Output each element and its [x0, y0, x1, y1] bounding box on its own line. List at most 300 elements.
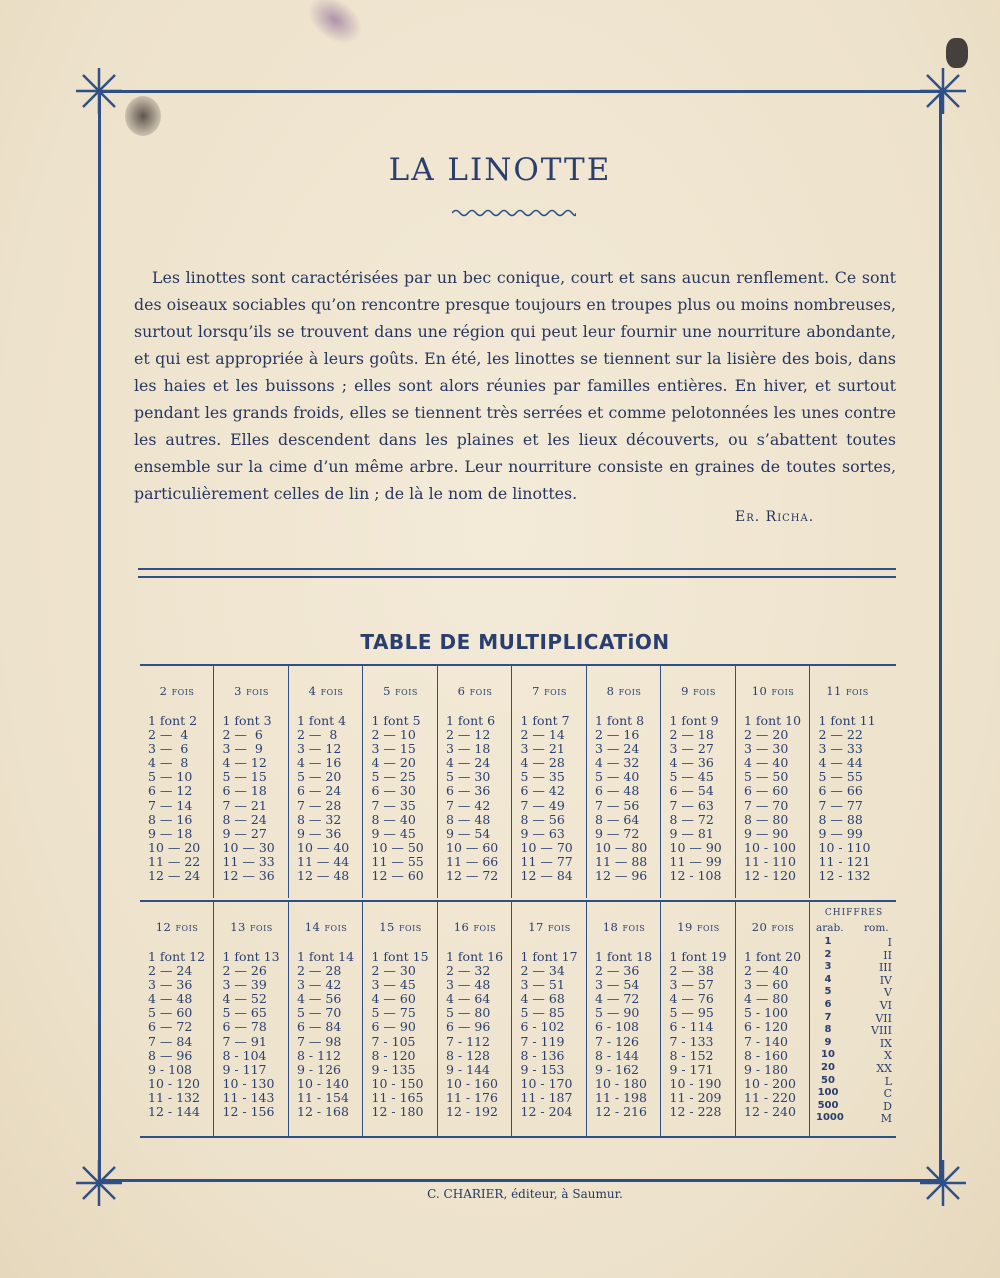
- table-row: 6 — 30: [371, 783, 416, 799]
- table-row: 6 - 108: [595, 1019, 639, 1035]
- table-row: 12 - 216: [595, 1104, 647, 1120]
- arab-value: 20: [821, 1062, 835, 1073]
- column-rows: [372, 950, 436, 1119]
- table-title: TABLE DE MULTIPLICATiON: [360, 630, 670, 654]
- table-row: 8 — 48: [446, 811, 491, 827]
- column-header: 2 fois: [159, 684, 195, 698]
- table-row: 12 - 180: [371, 1104, 424, 1120]
- table-row: 8 - 144: [595, 1047, 639, 1063]
- column-header: 19 fois: [677, 920, 720, 934]
- table-row: 1 font 5: [371, 713, 421, 728]
- table-row: 8 — 64: [595, 811, 640, 827]
- table-row: 5 — 55: [818, 769, 863, 785]
- column-rows: [148, 714, 212, 883]
- table-row: 5 — 40: [595, 769, 640, 785]
- table-row: 1 font 20: [744, 949, 802, 964]
- column-rows: [223, 714, 287, 883]
- table-row: 8 — 32: [297, 811, 342, 827]
- corner-ornament-icon: [74, 66, 124, 116]
- table-row: 2 — 20: [744, 727, 789, 743]
- column-header: 13 fois: [230, 920, 273, 934]
- table-row: 10 - 160: [446, 1075, 498, 1091]
- table-row: 1 font 18: [595, 949, 653, 964]
- table-row: 2 — 8: [297, 727, 338, 743]
- table-row: 2 — 14: [520, 727, 565, 743]
- table-row: 2 — 26: [222, 963, 267, 979]
- column-rows: [670, 950, 734, 1119]
- table-row: 11 - 198: [595, 1089, 647, 1105]
- table-row: 6 — 66: [818, 783, 863, 799]
- table-row: 12 — 36: [222, 868, 275, 884]
- table-row: 9 — 27: [222, 825, 267, 841]
- table-row: 3 — 9: [222, 741, 263, 757]
- table-column: [513, 666, 587, 898]
- roman-value: XX: [876, 1062, 892, 1075]
- table-row: 1 font 13: [222, 949, 280, 964]
- table-row: 8 - 160: [744, 1047, 788, 1063]
- table-row: 12 — 84: [520, 868, 573, 884]
- column-header: 9 fois: [681, 684, 716, 698]
- table-row: 1 font 15: [371, 949, 429, 964]
- table-row: 12 — 48: [297, 868, 350, 884]
- table-column: [289, 666, 363, 898]
- roman-value: M: [880, 1112, 892, 1126]
- arab-value: 100: [817, 1087, 839, 1099]
- table-row: 5 — 35: [520, 769, 565, 785]
- table-row: 8 — 40: [371, 811, 416, 827]
- arab-value: 10: [821, 1049, 835, 1061]
- table-row: 7 — 91: [222, 1033, 267, 1049]
- arab-value: 500: [817, 1099, 839, 1111]
- table-row: 9 — 99: [818, 825, 863, 841]
- table-row: 10 — 40: [297, 839, 350, 855]
- table-row: 3 — 57: [669, 977, 714, 993]
- roman-value: C: [883, 1087, 892, 1101]
- roman-row: [812, 1075, 896, 1088]
- title-ornament-icon: [452, 208, 576, 218]
- table-row: 5 — 65: [222, 1005, 267, 1021]
- table-row: 10 - 150: [371, 1075, 424, 1091]
- roman-row: [812, 1100, 896, 1113]
- table-row: 2 — 4: [148, 727, 189, 743]
- roman-value: VI: [879, 999, 892, 1012]
- table-column: [811, 666, 885, 898]
- table-row: 3 — 12: [297, 741, 342, 757]
- table-row: 4 — 20: [371, 755, 416, 771]
- table-row: 4 — 64: [446, 991, 491, 1007]
- arab-label: arab.: [816, 922, 844, 934]
- table-row: 9 - 171: [669, 1061, 714, 1077]
- table-row: 3 — 36: [148, 977, 193, 993]
- table-row: 9 - 108: [148, 1061, 192, 1077]
- table-row: 7 - 105: [371, 1033, 416, 1049]
- table-row: 4 — 48: [148, 991, 193, 1007]
- column-header: 20 fois: [751, 920, 795, 934]
- table-row: 9 — 54: [446, 825, 491, 841]
- table-column: [215, 902, 289, 1136]
- column-rows: [446, 950, 510, 1119]
- table-column: [140, 666, 214, 898]
- column-rows: [819, 714, 883, 883]
- table-row: 3 — 39: [222, 977, 267, 993]
- table-row: 3 — 51: [520, 977, 565, 993]
- table-row: 7 — 70: [744, 797, 789, 813]
- table-row: 8 — 80: [744, 811, 789, 827]
- table-row: 10 - 200: [744, 1075, 796, 1091]
- table-row: 2 — 10: [371, 727, 416, 743]
- arab-value: 9: [824, 1036, 832, 1048]
- table-row: 9 - 162: [595, 1061, 639, 1077]
- table-row: 12 — 60: [371, 868, 424, 884]
- column-rows: [446, 714, 510, 883]
- column-header: 10 fois: [751, 684, 795, 698]
- page-title: LA LINOTTE: [388, 152, 612, 188]
- table-row: 2 — 24: [148, 963, 193, 979]
- ink-blot: [946, 38, 968, 68]
- publisher-footer: C. CHARIER, éditeur, à Saumur.: [427, 1187, 623, 1201]
- table-row: 11 — 66: [446, 853, 499, 869]
- table-row: 8 — 72: [669, 811, 714, 827]
- table-row: 5 — 75: [371, 1005, 416, 1021]
- table-row: 11 - 165: [371, 1089, 424, 1105]
- roman-numerals-table: [812, 902, 896, 1136]
- table-row: 11 - 143: [222, 1089, 275, 1105]
- table-row: 6 — 72: [148, 1019, 193, 1035]
- column-rows: [521, 950, 585, 1119]
- table-column: [736, 902, 810, 1136]
- arab-value: 5: [824, 986, 832, 998]
- arab-value: 6: [824, 999, 832, 1010]
- roman-row: [812, 1087, 896, 1100]
- table-row: 11 — 99: [669, 853, 722, 869]
- roman-row: [812, 986, 896, 999]
- table-row: 11 — 22: [148, 853, 201, 869]
- table-column: [662, 666, 736, 898]
- table-row: 1 font 2: [148, 713, 198, 728]
- table-column: [438, 666, 512, 898]
- table-row: 6 — 60: [744, 783, 789, 799]
- table-row: 2 — 6: [222, 727, 263, 743]
- table-column: [513, 902, 587, 1136]
- table-row: 1 font 4: [297, 713, 347, 728]
- table-row: 7 - 126: [595, 1033, 639, 1049]
- table-column: [587, 902, 661, 1136]
- roman-row: [812, 1012, 896, 1025]
- column-header: 6 fois: [457, 684, 493, 698]
- table-row: 8 - 128: [446, 1047, 490, 1063]
- table-row: 10 - 140: [297, 1075, 349, 1091]
- table-row: 7 - 119: [520, 1033, 565, 1049]
- roman-row: [812, 1062, 896, 1075]
- table-row: 11 - 132: [148, 1089, 200, 1105]
- table-row: 4 — 32: [595, 755, 640, 771]
- table-row: 6 — 78: [222, 1019, 267, 1035]
- table-row: 5 — 85: [520, 1005, 565, 1021]
- table-row: 2 — 34: [520, 963, 565, 979]
- table-row: 7 — 49: [520, 797, 565, 813]
- table-row: 3 — 24: [595, 741, 640, 757]
- table-row: 11 - 154: [297, 1089, 349, 1105]
- article-text: [134, 264, 896, 507]
- roman-row: [812, 949, 896, 962]
- table-row: 10 — 80: [595, 839, 648, 855]
- table-row: 6 - 120: [744, 1019, 788, 1035]
- table-row: 1 font 6: [446, 713, 496, 728]
- table-row: 1 font 8: [595, 713, 645, 728]
- table-row: 9 — 90: [744, 825, 789, 841]
- table-row: 7 — 84: [148, 1033, 193, 1049]
- table-column: [215, 666, 289, 898]
- rom-label: rom.: [864, 922, 889, 934]
- table-row: 9 - 135: [371, 1061, 416, 1077]
- table-row: 7 — 21: [222, 797, 267, 813]
- table-row: 6 — 84: [297, 1019, 342, 1035]
- table-column: [289, 902, 363, 1136]
- table-row: 12 — 96: [595, 868, 648, 884]
- table-row: 6 — 12: [148, 783, 193, 799]
- table-row: 7 — 98: [297, 1033, 342, 1049]
- table-row: 6 — 48: [595, 783, 640, 799]
- column-header: 7 fois: [532, 684, 567, 698]
- roman-row: [812, 961, 896, 974]
- table-column: [662, 902, 736, 1136]
- table-row: 2 — 22: [818, 727, 863, 743]
- table-row: 4 — 24: [446, 755, 491, 771]
- table-row: 7 — 56: [595, 797, 640, 813]
- table-row: 4 — 44: [818, 755, 863, 771]
- table-row: 6 — 96: [446, 1019, 491, 1035]
- table-row: 10 - 130: [222, 1075, 275, 1091]
- table-row: 8 — 96: [148, 1047, 193, 1063]
- table-row: 1 font 12: [148, 949, 206, 964]
- column-header: 16 fois: [453, 920, 497, 934]
- table-row: 3 — 48: [446, 977, 491, 993]
- table-row: 2 — 30: [371, 963, 416, 979]
- table-row: 10 - 100: [744, 839, 796, 855]
- roman-value: D: [883, 1099, 892, 1113]
- column-header: 12 fois: [155, 920, 199, 934]
- table-row: 4 — 8: [148, 755, 189, 771]
- table-column: [587, 666, 661, 898]
- table-row: 2 — 38: [669, 963, 714, 979]
- column-header: 8 fois: [606, 684, 642, 698]
- table-row: 11 — 88: [595, 853, 648, 869]
- arab-value: 1: [824, 936, 832, 947]
- table-row: 5 — 10: [148, 769, 193, 785]
- table-row: 12 — 72: [446, 868, 499, 884]
- table-row: 9 - 153: [520, 1061, 565, 1077]
- table-row: 12 - 168: [297, 1104, 349, 1120]
- table-row: 8 - 104: [222, 1047, 267, 1063]
- table-row: 1 font 19: [669, 949, 727, 964]
- table-row: 3 — 54: [595, 977, 640, 993]
- table-row: 10 - 110: [818, 839, 871, 855]
- table-row: 3 — 45: [371, 977, 416, 993]
- table-row: 2 — 12: [446, 727, 491, 743]
- table-row: 4 — 68: [520, 991, 565, 1007]
- column-rows: [223, 950, 287, 1119]
- table-row: 12 - 156: [222, 1104, 275, 1120]
- column-header: 17 fois: [528, 920, 571, 934]
- table-column: [438, 902, 512, 1136]
- roman-value: VIII: [871, 1024, 892, 1038]
- column-rows: [595, 950, 659, 1119]
- table-row: 9 — 72: [595, 825, 640, 841]
- table-row: 9 - 117: [222, 1061, 267, 1077]
- table-row: 1 font 16: [446, 949, 504, 964]
- table-column: [364, 902, 438, 1136]
- table-row: 1 font 9: [669, 713, 719, 728]
- table-row: 7 - 112: [446, 1033, 490, 1049]
- article-paragraph: Les linottes sont caractérisées par un bec conique, court et sans aucun renflement. Ce sont des oiseaux sociables qu’on rencontre presque toujours en troupes plus ou moins nombreuses, surtout lorsqu’ils se trouvent dans une région qui peut leur fournir une nourriture abondante, et qui est appropriée à leurs goûts. En été, les linottes se tiennent sur la lisière des bois, dans les haies et les buissons ; elles sont alors réunies par familles entières. En hiver, et surtout pendant les grands froids, elles se tiennent très serrées et comme pelotonnées les unes contre les autres. Elles descendent dans les plaines et les lieux découverts, ou s’abattent toutes ensemble sur la cime d’un même arbre. Leur nourriture consiste en graines de toutes sortes, particulièrement celles de lin ; de là le nom de linottes.: [134, 268, 896, 503]
- arab-value: 50: [821, 1074, 835, 1086]
- table-row: 7 — 14: [148, 797, 193, 813]
- corner-ornament-icon: [918, 66, 968, 116]
- roman-row: [812, 1112, 896, 1125]
- table-row: 5 — 45: [669, 769, 714, 785]
- arab-value: 2: [824, 948, 832, 960]
- multiplication-table-bottom: [140, 900, 896, 1138]
- table-row: 10 - 190: [669, 1075, 722, 1091]
- table-row: 8 — 24: [222, 811, 267, 827]
- roman-value: V: [884, 986, 892, 1000]
- table-row: 7 — 42: [446, 797, 491, 813]
- table-row: 5 — 90: [595, 1005, 640, 1021]
- table-row: 10 — 20: [148, 839, 201, 855]
- table-row: 11 - 176: [446, 1089, 498, 1105]
- table-row: 3 — 42: [297, 977, 342, 993]
- roman-value: L: [884, 1074, 892, 1088]
- roman-value: VII: [875, 1011, 892, 1025]
- table-row: 4 — 60: [371, 991, 416, 1007]
- table-row: 9 — 36: [297, 825, 342, 841]
- table-row: 8 - 152: [669, 1047, 714, 1063]
- table-row: 8 - 120: [371, 1047, 416, 1063]
- table-row: 3 — 30: [744, 741, 789, 757]
- table-row: 6 — 36: [446, 783, 491, 799]
- table-row: 7 — 35: [371, 797, 416, 813]
- table-row: 8 — 88: [818, 811, 863, 827]
- table-row: 10 — 50: [371, 839, 424, 855]
- roman-value: IV: [879, 973, 892, 987]
- table-column: [140, 902, 214, 1136]
- table-row: 12 - 228: [669, 1104, 722, 1120]
- table-row: 10 - 170: [520, 1075, 573, 1091]
- column-rows: [297, 714, 361, 883]
- table-row: 11 - 220: [744, 1089, 796, 1105]
- roman-value: IX: [879, 1036, 892, 1050]
- table-row: 5 — 70: [297, 1005, 342, 1021]
- table-row: 12 — 24: [148, 868, 201, 884]
- table-row: 8 — 16: [148, 811, 193, 827]
- arab-value: 1000: [816, 1112, 844, 1124]
- table-row: 5 — 95: [669, 1005, 714, 1021]
- roman-value: I: [887, 936, 892, 949]
- column-rows: [372, 714, 436, 883]
- author-signature: Er. Richa.: [735, 509, 815, 525]
- table-row: 11 - 110: [744, 853, 796, 869]
- table-row: 12 - 192: [446, 1104, 498, 1120]
- table-row: 1 font 17: [520, 949, 578, 964]
- table-row: 6 — 42: [520, 783, 565, 799]
- table-row: 5 - 100: [744, 1005, 788, 1021]
- table-row: 4 — 16: [297, 755, 342, 771]
- table-row: 6 — 54: [669, 783, 714, 799]
- table-row: 11 — 44: [297, 853, 350, 869]
- table-row: 2 — 28: [297, 963, 342, 979]
- table-row: 4 — 36: [669, 755, 714, 771]
- table-row: 4 — 76: [669, 991, 714, 1007]
- table-row: 6 - 114: [669, 1019, 714, 1035]
- roman-row: [812, 1037, 896, 1050]
- table-row: 6 - 102: [520, 1019, 565, 1035]
- roman-row: [812, 1024, 896, 1037]
- table-row: 3 — 15: [371, 741, 416, 757]
- column-rows: [595, 714, 659, 883]
- column-header: 14 fois: [304, 920, 348, 934]
- roman-row: [812, 999, 896, 1012]
- column-header: 4 fois: [308, 684, 344, 698]
- table-row: 3 — 33: [818, 741, 863, 757]
- table-row: 12 - 132: [818, 868, 871, 884]
- table-row: 9 — 18: [148, 825, 193, 841]
- column-header: 5 fois: [383, 684, 418, 698]
- table-row: 2 — 18: [669, 727, 714, 743]
- table-row: 5 — 50: [744, 769, 789, 785]
- table-row: 9 - 180: [744, 1061, 788, 1077]
- table-row: 12 - 120: [744, 868, 796, 884]
- table-row: 6 — 90: [371, 1019, 416, 1035]
- table-row: 6 — 24: [297, 783, 342, 799]
- table-row: 9 — 45: [371, 825, 416, 841]
- table-row: 5 — 20: [297, 769, 342, 785]
- table-column: [364, 666, 438, 898]
- table-row: 4 — 12: [222, 755, 267, 771]
- table-row: 1 font 10: [744, 713, 802, 728]
- table-row: 11 — 55: [371, 853, 424, 869]
- table-row: 1 font 14: [297, 949, 355, 964]
- table-row: 7 — 77: [818, 797, 863, 813]
- table-row: 7 — 28: [297, 797, 342, 813]
- table-row: 3 — 27: [669, 741, 714, 757]
- table-row: 11 - 209: [669, 1089, 722, 1105]
- table-row: 10 - 120: [148, 1075, 200, 1091]
- table-row: 4 — 40: [744, 755, 789, 771]
- table-row: 7 - 140: [744, 1033, 788, 1049]
- table-row: 9 — 63: [520, 825, 565, 841]
- table-row: 3 — 21: [520, 741, 565, 757]
- roman-value: X: [884, 1049, 892, 1063]
- table-row: 7 - 133: [669, 1033, 714, 1049]
- table-row: 7 — 63: [669, 797, 714, 813]
- table-row: 1 font 3: [222, 713, 272, 728]
- arab-value: 7: [824, 1011, 832, 1023]
- table-row: 4 — 28: [520, 755, 565, 771]
- table-row: 11 - 187: [520, 1089, 573, 1105]
- table-row: 10 — 70: [520, 839, 573, 855]
- table-row: 8 — 56: [520, 811, 565, 827]
- table-row: 2 — 36: [595, 963, 640, 979]
- column-header: 3 fois: [234, 684, 269, 698]
- arab-value: 4: [824, 973, 832, 985]
- table-row: 8 - 136: [520, 1047, 565, 1063]
- table-row: 9 - 126: [297, 1061, 341, 1077]
- table-row: 10 - 180: [595, 1075, 647, 1091]
- table-row: 4 — 52: [222, 991, 267, 1007]
- arab-value: 8: [824, 1024, 832, 1036]
- column-header: 11 fois: [826, 684, 869, 698]
- roman-row: [812, 936, 896, 949]
